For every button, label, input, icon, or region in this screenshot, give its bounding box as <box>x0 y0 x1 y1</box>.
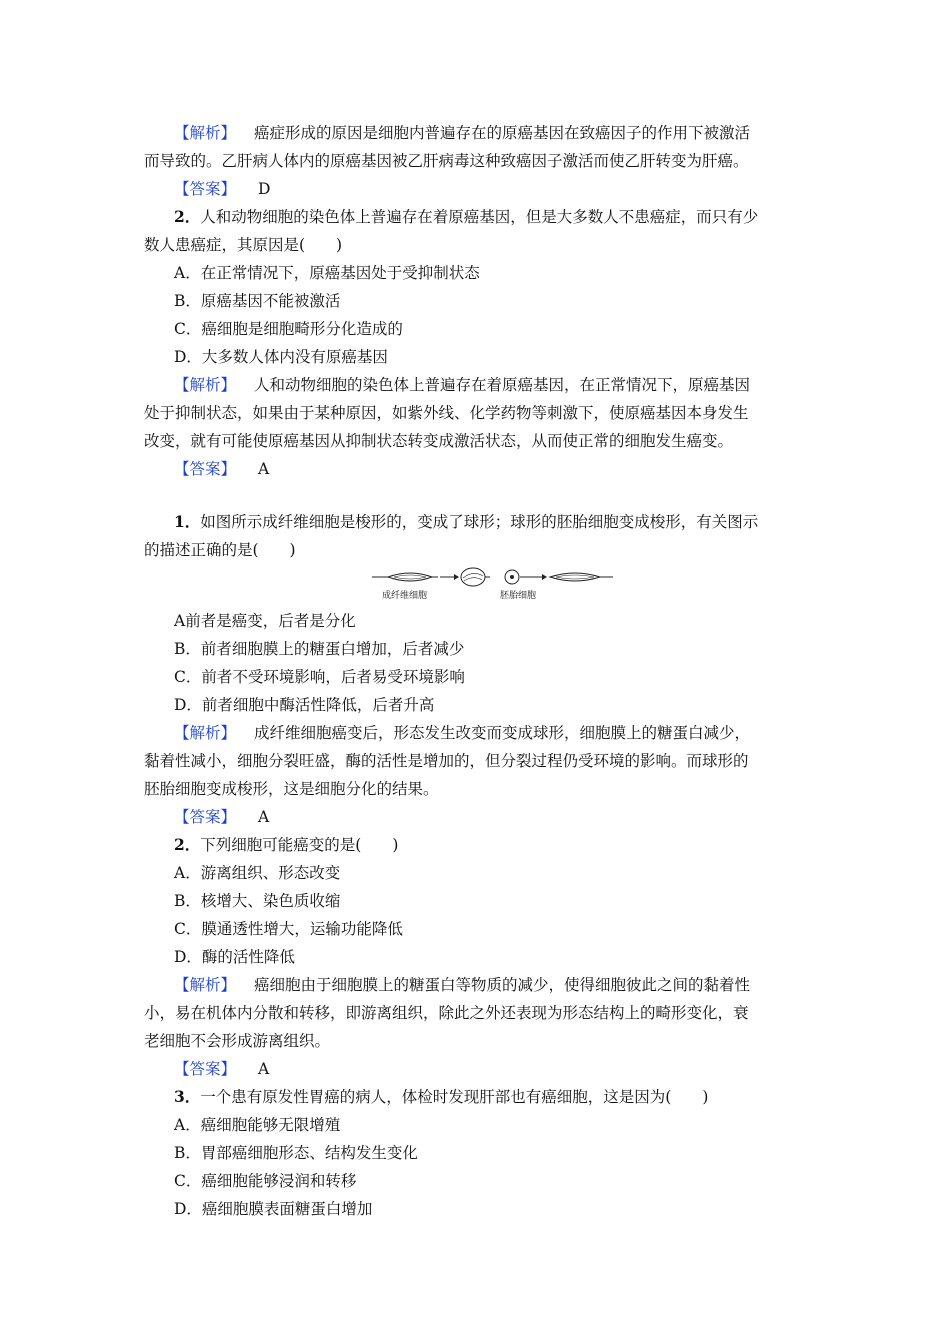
question-stem: 数人患癌症，其原因是( ) <box>144 236 343 254</box>
option-b: B．核增大、染色质收缩 <box>174 892 341 910</box>
answer-value: D <box>258 180 271 198</box>
analysis-label: 【解析】 <box>174 376 237 394</box>
question-number: 1． <box>174 512 201 531</box>
question-number: 3． <box>174 1087 201 1106</box>
option-c: C．癌细胞能够浸润和转移 <box>174 1172 357 1190</box>
question-stem: 2．人和动物细胞的染色体上普遍存在着原癌基因，但是大多数人不患癌症，而只有少 <box>174 207 759 226</box>
answer-line <box>174 1059 810 1079</box>
question-stem: 1．如图所示成纤维细胞是梭形的，变成了球形；球形的胚胎细胞变成梭形，有关图示 <box>174 512 759 531</box>
analysis-label: 【解析】 <box>174 976 237 994</box>
question-stem: 3．一个患有原发性胃癌的病人，体检时发现肝部也有癌细胞，这是因为( ) <box>174 1087 709 1106</box>
question-number: 2． <box>174 207 201 226</box>
answer-label: 【答案】 <box>174 808 237 826</box>
analysis-line: 黏着性减小，细胞分裂旺盛，酶的活性是增加的，但分裂过程仍受环境的影响。而球形的 <box>144 752 749 770</box>
option-a: A．在正常情况下，原癌基因处于受抑制状态 <box>174 264 480 282</box>
analysis-line: 而导致的。乙肝病人体内的原癌基因被乙肝病毒这种致癌因子激活而使乙肝转变为肝癌。 <box>144 152 749 170</box>
answer-value: A <box>258 1060 270 1078</box>
figure-caption-left: 成纤维细胞 <box>382 591 428 601</box>
option-c: C．前者不受环境影响，后者易受环境影响 <box>174 668 465 686</box>
analysis-line: 改变，就有可能使原癌基因从抑制状态转变成激活状态，从而使正常的细胞发生癌变。 <box>144 432 734 450</box>
cell-diagram <box>370 566 615 588</box>
answer-label: 【答案】 <box>174 180 237 198</box>
analysis-line: 胚胎细胞变成梭形，这是细胞分化的结果。 <box>144 780 439 798</box>
cell-figure <box>370 566 615 602</box>
analysis-line: 【解析】 成纤维细胞癌变后，形态发生改变而变成球形，细胞膜上的糖蛋白减少， <box>174 724 751 742</box>
option-b: B．胃部癌细胞形态、结构发生变化 <box>174 1144 418 1162</box>
option-a: A．癌细胞能够无限增殖 <box>174 1116 341 1134</box>
question-number: 2． <box>174 835 201 854</box>
analysis-label: 【解析】 <box>174 124 237 142</box>
option-d: D．酶的活性降低 <box>174 948 295 966</box>
analysis-line: 处于抑制状态，如果由于某种原因，如紫外线、化学药物等刺激下，使原癌基因本身发生 <box>144 404 749 422</box>
option-b: B．前者细胞膜上的糖蛋白增加，后者减少 <box>174 640 465 658</box>
question-stem: 2．下列细胞可能癌变的是( ) <box>174 835 399 854</box>
option-a: A．游离组织、形态改变 <box>174 864 341 882</box>
option-d: D．癌细胞膜表面糖蛋白增加 <box>174 1200 373 1218</box>
option-c: C．膜通透性增大，运输功能降低 <box>174 920 403 938</box>
analysis-line: 【解析】 人和动物细胞的染色体上普遍存在着原癌基因，在正常情况下，原癌基因 <box>174 376 751 394</box>
option-a: A前者是癌变，后者是分化 <box>174 612 356 630</box>
option-d: D．前者细胞中酶活性降低，后者升高 <box>174 696 435 714</box>
analysis-line: 【解析】 癌症形成的原因是细胞内普遍存在的原癌基因在致癌因子的作用下被激活 <box>174 124 751 142</box>
analysis-line: 【解析】 癌细胞由于细胞膜上的糖蛋白等物质的减少，使得细胞彼此之间的黏着性 <box>174 976 751 994</box>
figure-caption-right: 胚胎细胞 <box>500 591 537 601</box>
answer-line <box>174 179 810 199</box>
analysis-line: 小，易在机体内分散和转移，即游离组织，除此之外还表现为形态结构上的畸形变化，衰 <box>144 1004 749 1022</box>
answer-line <box>174 459 810 479</box>
option-c: C．癌细胞是细胞畸形分化造成的 <box>174 320 403 338</box>
analysis-line: 老细胞不会形成游离组织。 <box>144 1032 331 1050</box>
answer-value: A <box>258 460 270 478</box>
answer-line <box>174 807 810 827</box>
answer-label: 【答案】 <box>174 460 237 478</box>
answer-label: 【答案】 <box>174 1060 237 1078</box>
analysis-label: 【解析】 <box>174 724 237 742</box>
option-b: B．原癌基因不能被激活 <box>174 292 341 310</box>
question-stem: 的描述正确的是( ) <box>144 541 296 559</box>
option-d: D．大多数人体内没有原癌基因 <box>174 348 388 366</box>
answer-value: A <box>258 808 270 826</box>
